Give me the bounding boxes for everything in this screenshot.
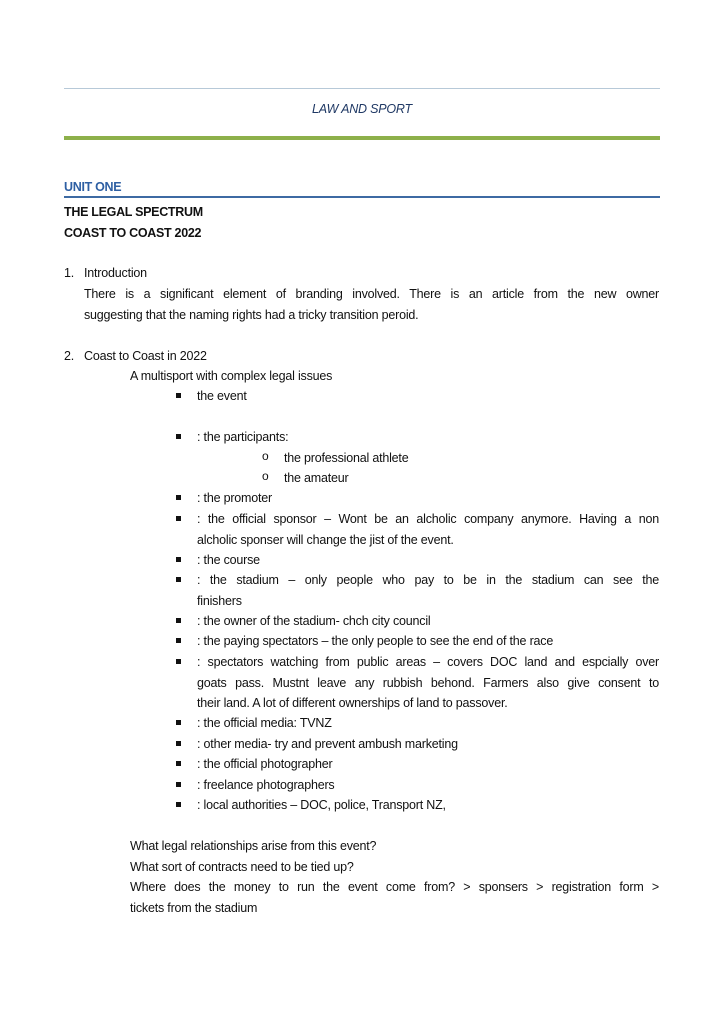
bullet-item: : the owner of the stadium- chch city council bbox=[197, 614, 431, 628]
bullet-item-continued: alcholic sponser will change the jist of the event. bbox=[197, 533, 454, 547]
bullet-item: : the participants: bbox=[197, 430, 289, 444]
sub-bullet-marker: o bbox=[262, 469, 269, 483]
heading-legal-spectrum: THE LEGAL SPECTRUM bbox=[64, 205, 203, 219]
bullet-item: : freelance photographers bbox=[197, 778, 335, 792]
unit-rule bbox=[64, 196, 660, 198]
section-1-number: 1. bbox=[64, 266, 75, 280]
question-line: What legal relationships arise from this event? bbox=[130, 839, 377, 853]
section-1-paragraph-line: suggesting that the naming rights had a tricky transition peroid. bbox=[84, 308, 419, 322]
bullet-marker bbox=[176, 638, 181, 643]
bullet-item: : the course bbox=[197, 553, 260, 567]
section-2-subtitle: A multisport with complex legal issues bbox=[130, 369, 333, 383]
question-line: Where does the money to run the event come from? > sponsers > registration form > bbox=[130, 880, 659, 894]
header-rule bbox=[64, 88, 660, 89]
bullet-marker bbox=[176, 802, 181, 807]
bullet-item: : the official media: TVNZ bbox=[197, 716, 332, 730]
bullet-marker bbox=[176, 577, 181, 582]
bullet-item: : the official sponsor – Wont be an alcholic company anymore. Having a non bbox=[197, 512, 659, 526]
bullet-marker bbox=[176, 495, 181, 500]
section-2-number: 2. bbox=[64, 349, 75, 363]
sub-bullet-item: the professional athlete bbox=[284, 451, 409, 465]
bullet-marker bbox=[176, 761, 181, 766]
bullet-marker bbox=[176, 659, 181, 664]
bullet-item: : the paying spectators – the only people to see the end of the race bbox=[197, 634, 554, 648]
unit-label: UNIT ONE bbox=[64, 180, 122, 194]
bullet-item-continued: their land. A lot of different ownerships of land to passover. bbox=[197, 696, 508, 710]
bullet-item: : local authorities – DOC, police, Transport NZ, bbox=[197, 798, 446, 812]
header-accent-rule bbox=[64, 136, 660, 140]
bullet-marker bbox=[176, 393, 181, 398]
section-2-title: Coast to Coast in 2022 bbox=[84, 349, 207, 363]
sub-bullet-marker: o bbox=[262, 449, 269, 463]
bullet-item: : the official photographer bbox=[197, 757, 333, 771]
bullet-marker bbox=[176, 516, 181, 521]
bullet-marker bbox=[176, 557, 181, 562]
question-line: What sort of contracts need to be tied up? bbox=[130, 860, 354, 874]
bullet-item: : other media- try and prevent ambush marketing bbox=[197, 737, 458, 751]
bullet-item-continued: goats pass. Mustnt leave any rubbish behond. Farmers also give consent to bbox=[197, 676, 659, 690]
section-1-paragraph-line: There is a significant element of branding involved. There is an article from the new owner bbox=[84, 287, 659, 301]
bullet-marker bbox=[176, 618, 181, 623]
bullet-item: : spectators watching from public areas – covers DOC land and espcially over bbox=[197, 655, 659, 669]
section-1-title: Introduction bbox=[84, 266, 147, 280]
bullet-item: : the stadium – only people who pay to be in the stadium can see the bbox=[197, 573, 659, 587]
bullet-marker bbox=[176, 741, 181, 746]
bullet-item-continued: finishers bbox=[197, 594, 242, 608]
page-header-title: LAW AND SPORT bbox=[312, 102, 412, 116]
heading-coast-to-coast: COAST TO COAST 2022 bbox=[64, 226, 202, 240]
sub-bullet-item: the amateur bbox=[284, 471, 349, 485]
bullet-marker bbox=[176, 782, 181, 787]
bullet-item: the event bbox=[197, 389, 247, 403]
bullet-marker bbox=[176, 720, 181, 725]
question-line: tickets from the stadium bbox=[130, 901, 258, 915]
bullet-marker bbox=[176, 434, 181, 439]
bullet-item: : the promoter bbox=[197, 491, 273, 505]
